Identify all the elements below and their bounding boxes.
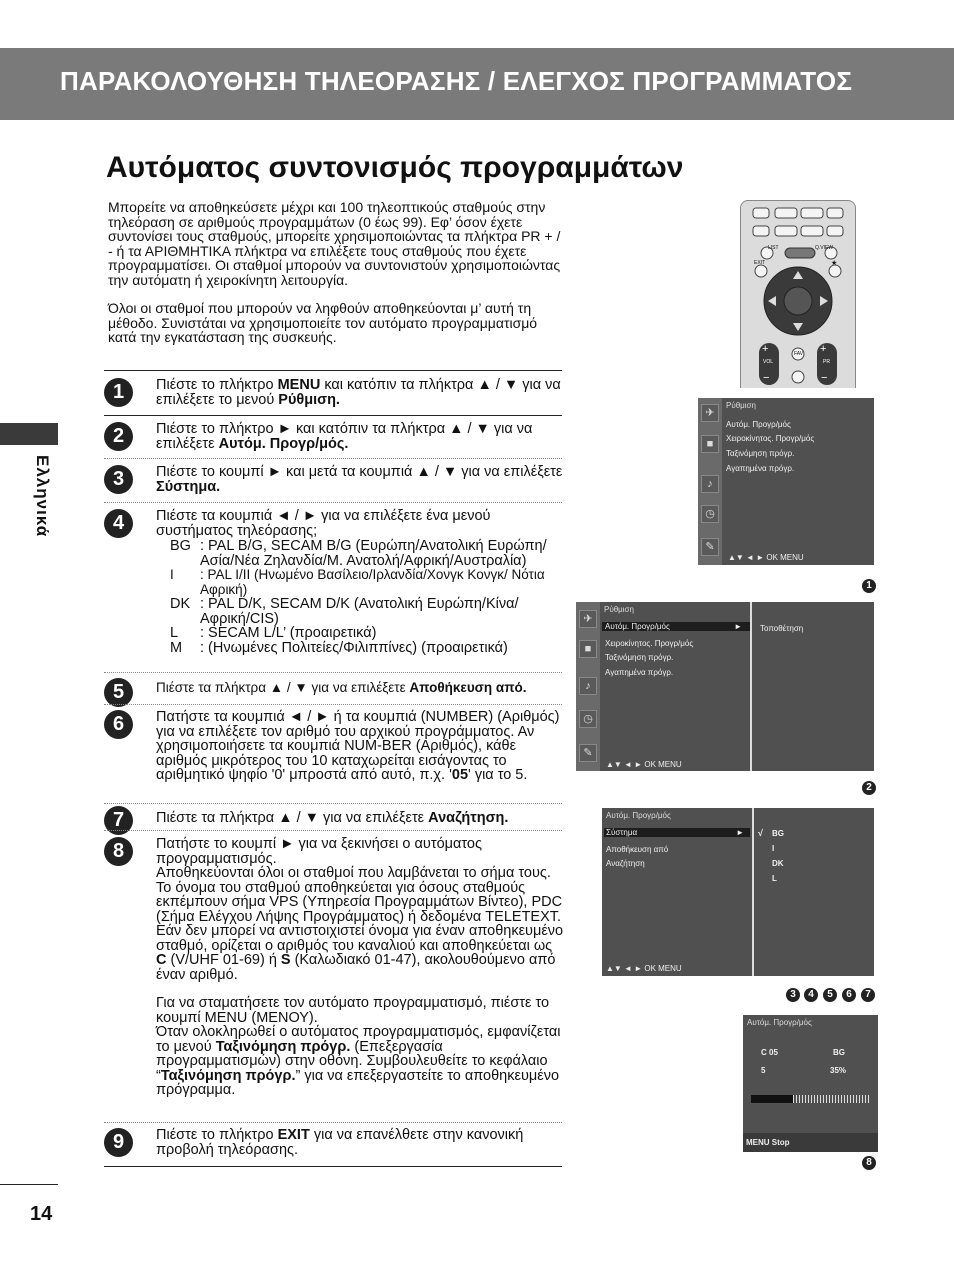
option-icon: ✎ — [701, 538, 719, 556]
menu-divider — [750, 602, 752, 771]
step-8-details: Αποθηκεύονται όλοι οι σταθμοί που λαμβάνεται το σήμα τους. Το όνομα του σταθμού αποθηκεύεται για όσους σταθμούς εκπέμπουν σήμα VPS (Υπηρεσία Προγραμμάτων Βίντεο), PDC (Σήμα Ελέγχου Λήψης Προγράμματος) ή δεδομένα TELETEXT. Εάν δεν μπορεί να αντιστοιχιστεί όνομα για έναν αποθηκευμένο σταθμό, ορίζεται ο αριθμός του καναλιού και αποθηκεύεται ως C (V/UHF 01-69) ή S (Καλωδιακό 01-47), ακολουθούμενο από έναν αριθμό. — [156, 865, 564, 983]
step-number: 9 — [104, 1128, 133, 1157]
osd-menu-auto-tuning — [576, 602, 874, 771]
divider — [104, 458, 562, 459]
key-menu: MENU — [277, 377, 321, 393]
remote-vol-label: VOL — [763, 359, 774, 365]
remote-exit-label: EXIT — [754, 260, 766, 266]
menu-item[interactable]: Αποθήκευση από — [606, 845, 669, 854]
remote-qview-label: Q.VIEW — [815, 245, 834, 251]
figure-badge: 7 — [861, 988, 875, 1002]
step-text: Πιέστε το κουμπί ► και μετά τα κουμπιά ▲ / ▼ για να επιλέξετε — [156, 464, 563, 480]
intro-paragraph: Μπορείτε να αποθηκεύσετε μέχρι και 100 τηλεοπτικούς σταθμούς στην τηλεόραση σε αριθμούς προγραμμάτων (0 έως 99). Εφ’ όσον έχετε συντονίσει τους σταθμούς, μπορείτε χρησιμοποιώντας τα πλήκτρα PR + / - ή τα ΑΡΙΘΜΗΤΙΚΑ πλήκτρα να επιλέξετε τους σταθμούς που έχετε προγραμματίσει. Οι σταθμοί μπορούν να συντονιστούν χρησιμοποιώντας την αυτόματη ή χειροκίνητη λειτουργία. — [108, 199, 561, 288]
step-text: Πατήστε τα κουμπιά ◄ / ► ή τα κουμπιά (NUMBER) (Αριθμός) για να επιλέξετε τον αριθμό του αρχικού προγράμματος. Αν χρησιμοποιήσετε τα κουμπιά NUM-BER (Αριθμός), κάθε αριθμός μικρότερος του 10 καταχωρείται εισάγοντας το αριθμητικό ψηφίο '0' μπροστά από αυτό, π.χ. ' — [156, 709, 560, 783]
arrow-right-icon: ► — [734, 622, 742, 631]
step-number: 3 — [104, 465, 133, 494]
menu-nav-hint: ▲▼ ◄ ► OK MENU — [606, 964, 682, 973]
progress-fill — [751, 1095, 793, 1103]
system-item: I : PAL I/II (Ηνωμένο Βασίλειο/Ιρλανδία/Χονγκ Κονγκ/ Νότια Αφρική) — [170, 567, 545, 597]
menu-item[interactable]: Αναζήτηση — [606, 859, 645, 868]
remote-control — [740, 200, 856, 388]
step-4 — [104, 509, 564, 655]
step-number: 4 — [104, 509, 133, 538]
step-text: και κατόπιν τα πλήκτρα ▲ / ▼ για να επιλέξετε το μενού — [156, 377, 561, 408]
system-option[interactable]: DK — [772, 859, 784, 868]
osd-menu-system — [602, 808, 874, 976]
page-number: 14 — [30, 1203, 53, 1225]
divider — [104, 502, 562, 503]
step-text: Πιέστε τα πλήκτρα ▲ / ▼ για να επιλέξετε — [156, 810, 429, 826]
remote-fav-label: FAV — [794, 351, 804, 357]
picture-icon: ■ — [579, 640, 597, 658]
arrow-right-icon: ► — [736, 828, 744, 837]
progress-bar — [751, 1095, 871, 1103]
menu-nav-hint: MENU Stop — [746, 1138, 790, 1147]
remote-control-drawing — [741, 201, 857, 389]
menu-title: Αυτόμ. Προγρ/μός — [606, 811, 671, 820]
progress-percent: 35% — [830, 1066, 847, 1075]
divider — [104, 830, 562, 831]
step-text: Πιέστε το πλήκτρο — [156, 1127, 278, 1143]
divider — [104, 1166, 562, 1167]
step-text: Πατήστε το κουμπί ► για να ξεκινήσει ο αυτόματος προγραμματισμός. — [156, 836, 482, 867]
menu-nav-hint: ▲▼ ◄ ► OK MENU — [606, 760, 682, 769]
menu-icon-column — [576, 602, 600, 771]
option-icon: ✎ — [579, 744, 597, 762]
time-icon: ◷ — [701, 505, 719, 523]
step-2 — [104, 422, 564, 451]
system-list — [170, 539, 564, 655]
menu-name: Αυτόμ. Προγρ/μός. — [218, 435, 349, 452]
step-text: για να επανέλθετε στην κανονική προβολή τηλεόρασης. — [156, 1127, 524, 1158]
step-1 — [104, 378, 564, 407]
step-number: 1 — [104, 378, 133, 407]
step-text: Πιέστε το πλήκτρο — [156, 377, 278, 393]
step-9 — [104, 1128, 564, 1157]
menu-nav-hint: ▲▼ ◄ ► OK MENU — [728, 553, 804, 562]
page-header-title: ΠΑΡΑΚΟΛΟΥΘΗΣΗ ΤΗΛΕΟΡΑΣΗΣ / ΕΛΕΓΧΟΣ ΠΡΟΓΡΑΜΜΑΤΟΣ — [60, 66, 853, 96]
divider — [104, 1122, 562, 1123]
menu-divider — [752, 808, 754, 976]
language-label: Ελληνικά — [33, 455, 52, 538]
remote-pr-label: PR — [823, 359, 830, 365]
system-item: BG : PAL B/G, SECAM B/G (Ευρώπη/Ανατολική Ευρώπη/Ασία/Νέα Ζηλανδία/Μ. Ανατολή/Αφρική/Αυστραλία) — [170, 538, 547, 569]
channel-readout: C 05 — [761, 1048, 778, 1057]
step-number: 2 — [104, 422, 133, 451]
step-8 — [104, 837, 564, 1098]
figure-badge: 8 — [862, 1156, 876, 1170]
completion-note: Όταν ολοκληρωθεί ο αυτόματος προγραμματισμός, εμφανίζεται το μενού Ταξινόμηση πρόγρ. (Επεξεργασία προγραμματισμών) στην οθόνη. Συμβουλευθείτε το κεφάλαιο “Ταξινόμηση πρόγρ.” για να επεξεργαστείτε το αποθηκευμένο πρόγραμμα. — [156, 1024, 561, 1098]
step-text: Πιέστε τα πλήκτρα ▲ / ▼ για να επιλέξετε — [156, 680, 410, 695]
time-icon: ◷ — [579, 710, 597, 728]
system-option[interactable]: I — [772, 844, 775, 853]
menu-name: Αναζήτηση. — [428, 810, 509, 826]
menu-title: Αυτόμ. Προγρ/μός — [747, 1018, 812, 1027]
svg-text:+: + — [820, 343, 827, 355]
menu-name: Σύστημα. — [156, 478, 221, 495]
intro-text — [108, 200, 563, 359]
intro-paragraph: Όλοι οι σταθμοί που μπορούν να ληφθούν αποθηκεύονται μ’ αυτή τη μέθοδο. Συνιστάται να χρησιμοποιείτε τον αυτόματο προγραμματισμό κατά την εγκατάσταση της συσκευής. — [108, 300, 538, 345]
antenna-icon: ✈ — [579, 610, 597, 628]
osd-auto-tuning-progress — [743, 1015, 878, 1152]
step-text: Πιέστε το πλήκτρο ► και κατόπιν τα πλήκτρα ▲ / ▼ για να επιλέξετε — [156, 421, 533, 452]
picture-icon: ■ — [701, 435, 719, 453]
divider — [104, 803, 562, 804]
step-3 — [104, 465, 564, 494]
language-tab-marker — [0, 423, 58, 445]
remote-list-label: LIST — [768, 245, 779, 251]
menu-icon-column — [698, 398, 722, 565]
stop-instruction: Για να σταματήσετε τον αυτόματο προγραμματισμό, πιέστε το κουμπί MENU (ΜΕΝΟΥ). — [156, 995, 550, 1026]
star-icon: ★ — [831, 260, 838, 267]
step-7 — [104, 806, 564, 831]
step-5 — [104, 678, 564, 703]
menu-item[interactable]: Αυτόμ. Προγρ/μός — [726, 420, 791, 429]
divider — [104, 415, 562, 416]
figure-badge: 1 — [862, 579, 876, 593]
menu-title: Ρύθμιση — [726, 401, 756, 410]
station-readout: 5 — [761, 1066, 766, 1075]
svg-text:+: + — [762, 343, 769, 355]
figure-badge: 5 — [823, 988, 837, 1002]
menu-item-selected[interactable]: Αυτόμ. Προγρ/μός ► — [602, 622, 750, 631]
menu-item[interactable]: Αγαπημένα πρόγρ. — [605, 668, 674, 677]
menu-item[interactable]: Ταξινόμηση πρόγρ. — [605, 653, 674, 662]
audio-icon: ♪ — [701, 475, 719, 493]
audio-icon: ♪ — [579, 677, 597, 695]
figure-badge: 4 — [804, 988, 818, 1002]
menu-name: Ρύθμιση. — [278, 391, 340, 408]
svg-text:−: − — [763, 372, 770, 384]
step-number: 8 — [104, 837, 133, 866]
menu-item[interactable]: Ταξινόμηση πρόγρ. — [726, 449, 795, 458]
system-item: M : (Ηνωμένες Πολιτείες/Φιλιππίνες) (προαιρετικά) — [170, 639, 508, 656]
step-number: 6 — [104, 710, 133, 739]
menu-item[interactable]: Χειροκίνητος. Προγρ/μός — [726, 434, 815, 443]
menu-name: Αποθήκευση από. — [409, 680, 527, 695]
menu-item-selected[interactable]: Σύστημα ► — [604, 828, 750, 837]
menu-item[interactable]: Χειροκίνητος. Προγρ/μός — [605, 639, 694, 648]
key-exit: EXIT — [277, 1127, 310, 1143]
system-item: DK : PAL D/K, SECAM D/K (Ανατολική Ευρώπη/Κίνα/Αφρική/CIS) — [170, 596, 519, 627]
checkmark-icon: √ — [758, 828, 763, 838]
menu-title: Ρύθμιση — [604, 605, 634, 614]
system-item: L : SECAM L/L’ (προαιρετικά) — [170, 625, 377, 641]
figure-badge: 6 — [842, 988, 856, 1002]
section-title: Αυτόματος συντονισμός προγραμμάτων — [106, 151, 684, 184]
divider — [104, 370, 562, 371]
system-option[interactable]: L — [772, 874, 777, 883]
divider — [104, 704, 562, 705]
step-text: ' για το 5. — [468, 767, 528, 783]
figure-badge: 2 — [862, 781, 876, 795]
figure-badge: 3 — [786, 988, 800, 1002]
example-number: 05 — [451, 767, 469, 783]
menu-item[interactable]: Αγαπημένα πρόγρ. — [726, 464, 795, 473]
footer-rule — [0, 1184, 58, 1185]
step-number: 5 — [104, 678, 133, 707]
system-option[interactable]: BG — [772, 829, 784, 838]
divider — [104, 672, 562, 673]
osd-menu-setup — [698, 398, 874, 565]
step-number: 7 — [104, 806, 133, 835]
antenna-icon: ✈ — [701, 404, 719, 422]
step-text: Πιέστε τα κουμπιά ◄ / ► για να επιλέξετε ένα μενού συστήματος τηλεόρασης; — [156, 508, 491, 539]
system-readout: BG — [833, 1048, 845, 1057]
submenu-item[interactable]: Τοποθέτηση — [760, 624, 804, 633]
svg-text:−: − — [821, 372, 828, 384]
step-6 — [104, 710, 564, 783]
